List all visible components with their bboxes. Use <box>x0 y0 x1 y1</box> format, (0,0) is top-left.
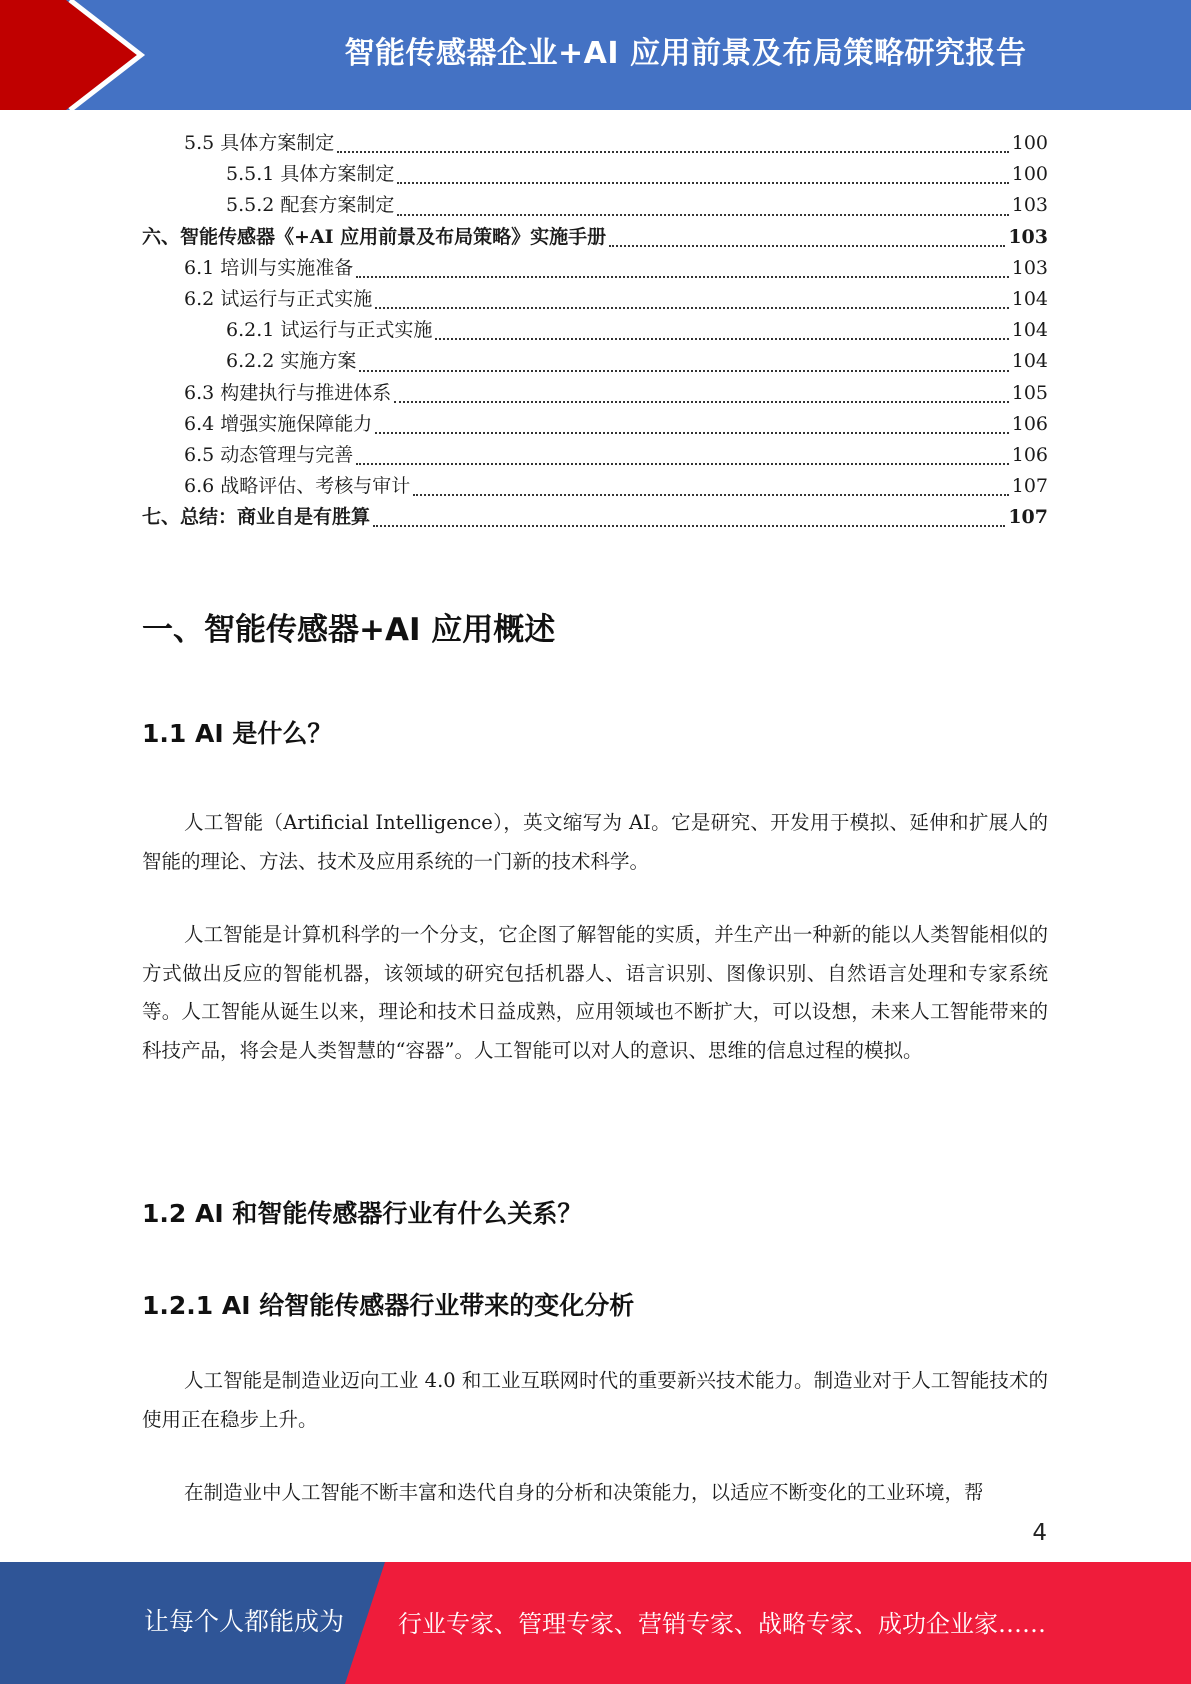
subsection-heading-1-2-1: 1.2.1 AI 给智能传感器行业带来的变化分析 <box>142 1291 635 1320</box>
red-chevron-decoration <box>0 0 150 110</box>
toc-entry[interactable] <box>142 159 1048 190</box>
paragraph-manufacturing-ai: 在制造业中人工智能不断丰富和迭代自身的分析和决策能力，以适应不断变化的工业环境，帮 <box>184 1481 984 1504</box>
toc-entry-page: 103 <box>1008 225 1048 248</box>
toc-leader-dots <box>356 463 1008 465</box>
toc-entry-label: 6.3 构建执行与推进体系 <box>184 381 392 404</box>
toc-leader-dots <box>375 432 1008 434</box>
toc-entry-label: 5.5.1 具体方案制定 <box>226 163 395 186</box>
toc-entry-label: 6.2.2 实施方案 <box>226 350 357 373</box>
toc-entry[interactable] <box>142 128 1048 159</box>
toc-entry-label: 6.2.1 试运行与正式实施 <box>226 319 433 342</box>
footer-slogan-right: 行业专家、管理专家、营销专家、战略专家、成功企业家…… <box>398 1610 1046 1638</box>
toc-entry-label: 6.6 战略评估、考核与审计 <box>184 475 411 498</box>
subsection-heading-1-2: 1.2 AI 和智能传感器行业有什么关系？ <box>142 1199 583 1228</box>
toc-entry-label: 六、智能传感器《+AI 应用前景及布局策略》实施手册 <box>142 225 607 248</box>
page-footer <box>0 1562 1191 1684</box>
toc-leader-dots <box>359 370 1008 372</box>
toc-entry[interactable] <box>142 409 1048 440</box>
toc-entry-label: 5.5 具体方案制定 <box>184 132 335 154</box>
section-heading-1: 一、智能传感器+AI 应用概述 <box>142 612 556 648</box>
page-number: 4 <box>1032 1520 1047 1546</box>
toc-leader-dots <box>397 182 1008 184</box>
toc-entry-page: 106 <box>1011 412 1048 435</box>
toc-entry-label: 6.4 增强实施保障能力 <box>184 412 373 435</box>
toc-entry-page: 107 <box>1011 475 1048 498</box>
toc-entry-page: 105 <box>1011 381 1048 404</box>
table-of-contents <box>142 128 1048 533</box>
toc-entry-page: 104 <box>1011 319 1048 342</box>
toc-entry-page: 103 <box>1011 194 1048 217</box>
paragraph-ai-branch: 人工智能是计算机科学的一个分支，它企图了解智能的实质，并生产出一种新的能以人类智能相似的方式做出反应的智能机器，该领域的研究包括机器人、语言识别、图像识别、自然语言处理和专家系统等。人工智能从诞生以来，理论和技术日益成熟，应用领域也不断扩大，可以设想，未来人工智能带来的科技产品，将会是人类智慧的“容器”。人工智能可以对人的意识、思维的信息过程的模拟。 <box>142 923 1048 1062</box>
toc-leader-dots <box>435 338 1008 340</box>
toc-leader-dots <box>609 245 1005 247</box>
footer-slogan-left: 让每个人都能成为 <box>144 1607 345 1636</box>
toc-entry[interactable] <box>142 253 1048 284</box>
toc-entry-page: 100 <box>1011 132 1048 154</box>
toc-entry-label: 6.2 试运行与正式实施 <box>184 287 373 310</box>
report-title: 智能传感器企业+AI 应用前景及布局策略研究报告 <box>344 36 1027 71</box>
toc-entry-page: 106 <box>1011 443 1048 466</box>
toc-entry[interactable] <box>142 378 1048 409</box>
toc-leader-dots <box>397 214 1008 216</box>
toc-entry[interactable] <box>142 440 1048 471</box>
toc-entry-page: 104 <box>1011 287 1048 310</box>
toc-entry[interactable] <box>142 471 1048 502</box>
toc-entry[interactable] <box>142 190 1048 221</box>
subsection-heading-1-1: 1.1 AI 是什么？ <box>142 719 333 748</box>
toc-leader-dots <box>394 401 1008 403</box>
paragraph-ai-definition: 人工智能（Artificial Intelligence），英文缩写为 AI。它是研究、开发用于模拟、延伸和扩展人的智能的理论、方法、技术及应用系统的一门新的技术科学。 <box>142 811 1048 873</box>
toc-entry-label: 6.5 动态管理与完善 <box>184 443 354 466</box>
page-header <box>0 0 1191 110</box>
toc-leader-dots <box>413 494 1008 496</box>
toc-entry[interactable] <box>142 502 1048 533</box>
paragraph-industry-4: 人工智能是制造业迈向工业 4.0 和工业互联网时代的重要新兴技术能力。制造业对于人工智能技术的使用正在稳步上升。 <box>142 1369 1048 1431</box>
toc-entry[interactable] <box>142 222 1048 253</box>
toc-entry-page: 100 <box>1011 163 1048 186</box>
toc-entry-label: 5.5.2 配套方案制定 <box>226 194 395 217</box>
toc-entry[interactable] <box>142 346 1048 377</box>
toc-entry-page: 103 <box>1011 256 1048 279</box>
toc-leader-dots <box>373 525 1005 527</box>
toc-leader-dots <box>356 276 1008 278</box>
toc-leader-dots <box>337 151 1008 153</box>
toc-entry-label: 七、总结：商业自是有胜算 <box>142 506 371 529</box>
toc-entry-page: 104 <box>1011 350 1048 373</box>
toc-entry-page: 107 <box>1008 506 1048 529</box>
toc-entry-label: 6.1 培训与实施准备 <box>184 256 354 279</box>
toc-leader-dots <box>375 307 1008 309</box>
toc-entry[interactable] <box>142 284 1048 315</box>
toc-entry[interactable] <box>142 315 1048 346</box>
